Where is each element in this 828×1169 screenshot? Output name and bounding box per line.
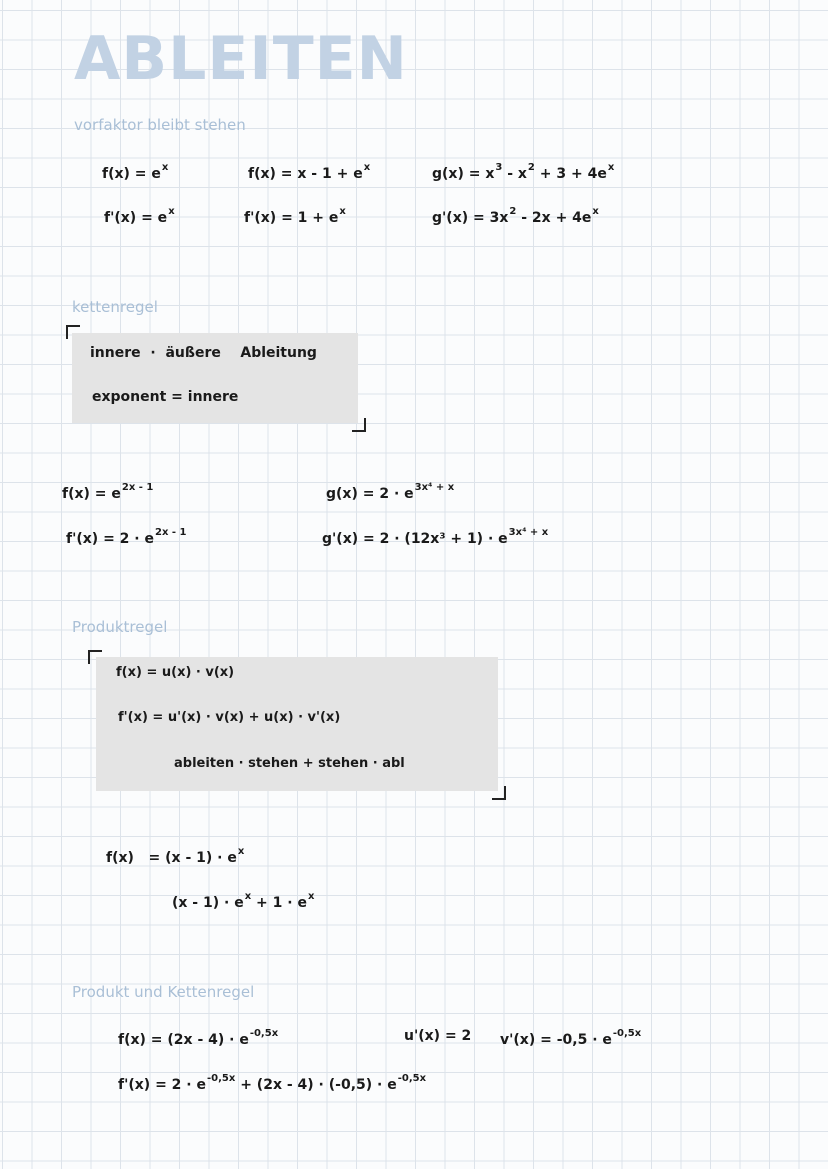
section-heading-vorfaktor: vorfaktor bleibt stehen: [74, 116, 246, 134]
corner-mark-top-left: [66, 325, 80, 339]
section-heading-kettenregel: kettenregel: [72, 298, 158, 316]
formula-fprime-chain: $f'(x) = 2 \cdot e^{2x - 1}$: [66, 527, 187, 547]
formula-f-ex: $f(x) = e^x$: [102, 162, 169, 182]
corner-mark-top-left: [88, 650, 102, 664]
produktregel-rule-line3: ableiten · stehen + stehen · abl: [174, 756, 405, 771]
formula-vprime: $v'(x) = -0,5 \cdot e^{-0,5x}$: [500, 1028, 642, 1048]
corner-mark-bottom-right: [492, 786, 506, 800]
formula-g-chain: $g(x) = 2 \cdot e^{3x^4 + x}$: [326, 482, 455, 502]
formula-uprime: u'(x) = 2: [404, 1028, 472, 1044]
section-heading-produkt-kettenregel: Produkt und Kettenregel: [72, 983, 255, 1001]
formula-f-combined: $f(x) = (2x - 4) \cdot e^{-0,5x}$: [118, 1028, 279, 1048]
formula-gprime-poly: $g'(x) = 3x^2 - 2x + 4e^x$: [432, 206, 599, 226]
formula-fprime-combined: $f'(x) = 2 \cdot e^{-0,5x} + (2x - 4) \cdot (-0,5) \cdot e^{-0,5x}$: [118, 1073, 427, 1093]
formula-product-derivative: $(x - 1) \cdot e^x + 1 \cdot e^x$: [172, 891, 315, 911]
formula-product-example: f(x) = $(x - 1) \cdot e^x$: [106, 846, 245, 866]
formula-fprime-ex: $f'(x) = e^x$: [104, 206, 175, 226]
page-title: ABLEITEN: [74, 24, 408, 94]
formula-f-chain: $f(x) = e^{2x - 1}$: [62, 482, 154, 502]
formula-gprime-chain: $g'(x) = 2 \cdot (12x^3 + 1) \cdot e^{3x^4 + x}$: [322, 527, 549, 547]
kettenregel-rule-line1: innere · äußere Ableitung: [90, 345, 317, 361]
formula-g-poly: $g(x) = x^3 - x^2 + 3 + 4e^x$: [432, 162, 615, 182]
produktregel-rule-line1: f(x) = u(x) · v(x): [116, 665, 235, 680]
formula-fprime-sum: $f'(x) = 1 + e^x$: [244, 206, 346, 226]
corner-mark-bottom-right: [352, 418, 366, 432]
section-heading-produktregel: Produktregel: [72, 618, 168, 636]
produktregel-rule-line2: f'(x) = u'(x) · v(x) + u(x) · v'(x): [118, 710, 341, 725]
kettenregel-rule-line2: exponent = innere: [92, 389, 239, 405]
formula-f-sum: $f(x) = x - 1 + e^x$: [248, 162, 371, 182]
